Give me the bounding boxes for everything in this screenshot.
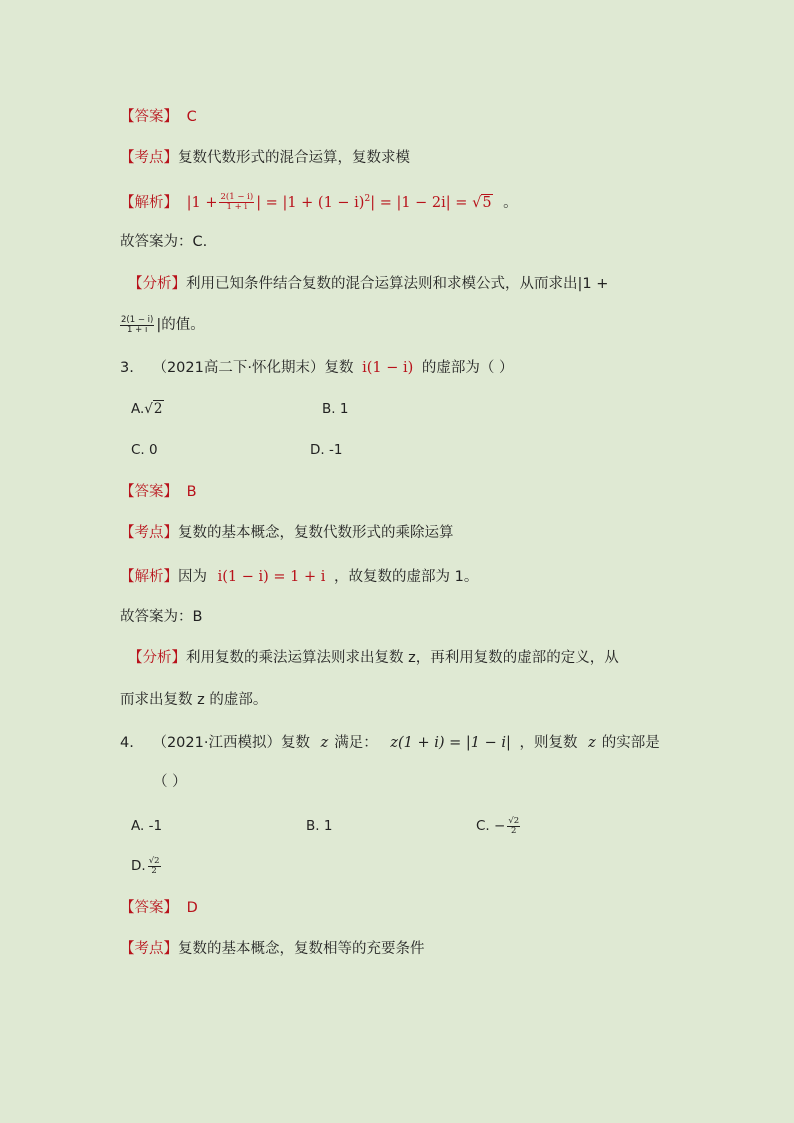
q3-fenxi-line2: 而求出复数 z 的虚部。 xyxy=(120,692,268,708)
var-z: z xyxy=(320,735,329,751)
question-end: 的虚部为（ ） xyxy=(421,360,514,376)
fenxi-fraction: $\frac{2(1 - i)}{1 + i}$ xyxy=(121,314,154,335)
analysis-post: ，故复数的虚部为 1。 xyxy=(334,569,479,585)
q4-option-d[interactable]: D. $\frac{√2}{2}$ xyxy=(131,855,160,876)
question-expr: z(1 + i) = |1 − i| xyxy=(390,735,511,751)
analysis-tag: 【解析】 xyxy=(120,194,178,211)
q3-analysis-line xyxy=(120,567,478,587)
q4-paren: （ ） xyxy=(153,774,187,790)
topic-text: 复数的基本概念，复数代数形式的乘除运算 xyxy=(178,525,454,541)
q3-question xyxy=(120,358,513,378)
q2-analysis-line xyxy=(120,186,518,216)
frac-sqrt2-over-2: $\frac{√2}{2}$ xyxy=(148,855,160,876)
q2-fenxi-line1 xyxy=(128,274,608,294)
analysis-pre: 因为 xyxy=(178,569,207,585)
topic-text: 复数的基本概念，复数相等的充要条件 xyxy=(178,941,425,957)
satisfy-text: 满足： xyxy=(334,735,378,751)
fenxi-tag: 【分析】 xyxy=(128,650,186,666)
answer-tag: 【答案】 xyxy=(120,900,178,916)
q3-topic-line xyxy=(120,523,454,543)
q4-option-c[interactable]: C. − $\frac{√2}{2}$ xyxy=(476,815,520,836)
q2-topic-line xyxy=(120,148,410,168)
question-end: 的实部是 xyxy=(601,735,660,751)
formula-end: 。 xyxy=(503,194,518,211)
q4-option-b[interactable]: B. 1 xyxy=(306,818,333,834)
answer-tag: 【答案】 xyxy=(120,109,178,125)
answer-value: D xyxy=(186,900,198,916)
q4-option-a[interactable]: A. -1 xyxy=(131,818,163,834)
q3-fenxi-line1 xyxy=(128,648,619,668)
q4-answer-line xyxy=(120,898,198,918)
question-source: （2021高二下·怀化期末）复数 xyxy=(152,360,354,376)
analysis-expr: i(1 − i) = 1 + i xyxy=(217,569,326,585)
topic-tag: 【考点】 xyxy=(120,150,178,166)
question-number: 3. xyxy=(120,360,134,376)
question-source: （2021·江西模拟）复数 xyxy=(152,735,310,751)
fenxi-tag: 【分析】 xyxy=(128,276,186,292)
answer-value: B xyxy=(186,484,197,500)
var-z-2: z xyxy=(588,735,596,751)
answer-tag: 【答案】 xyxy=(120,484,178,500)
fenxi-text: 利用复数的乘法运算法则求出复数 z，再利用复数的虚部的定义，从 xyxy=(186,650,619,666)
topic-tag: 【考点】 xyxy=(120,525,178,541)
q3-option-c[interactable]: C. 0 xyxy=(131,442,158,458)
fenxi-end: |的值。 xyxy=(156,317,205,333)
question-number: 4. xyxy=(120,735,134,751)
analysis-tag: 【解析】 xyxy=(120,569,178,585)
q4-topic-line xyxy=(120,939,425,959)
question-expr: i(1 − i) xyxy=(362,360,414,376)
frac-sqrt2-over-2: $\frac{√2}{2}$ xyxy=(508,815,520,836)
fenxi-text: 利用已知条件结合复数的混合运算法则和求模公式，从而求出|1 + xyxy=(186,276,609,292)
topic-tag: 【考点】 xyxy=(120,941,178,957)
q3-option-b[interactable]: B. 1 xyxy=(322,401,349,417)
answer-value: C xyxy=(186,109,197,125)
question-mid: ，则复数 xyxy=(519,735,578,751)
sqrt-2: √2 xyxy=(144,401,163,417)
sqrt-5: √5 xyxy=(472,194,492,211)
topic-text: 复数代数形式的混合运算，复数求模 xyxy=(178,150,410,166)
q3-conclusion: 故答案为：B xyxy=(120,609,203,625)
q3-option-d[interactable]: D. -1 xyxy=(310,442,343,458)
q3-option-a[interactable]: A.√2 xyxy=(131,401,163,417)
q3-answer-line xyxy=(120,482,197,502)
q2-fenxi-line2 xyxy=(120,312,205,338)
q2-conclusion: 故答案为：C. xyxy=(120,234,208,250)
formula: |1 + $\frac{2(1 - i)}{1 + i}$ | = $|1 + (1 - i)^2| = |1 - 2i| = √5$ xyxy=(187,195,498,211)
q4-question xyxy=(120,733,660,753)
fraction: $\frac{2(1 - i)}{1 + i}$ xyxy=(220,192,254,213)
q2-answer-line xyxy=(120,107,197,127)
